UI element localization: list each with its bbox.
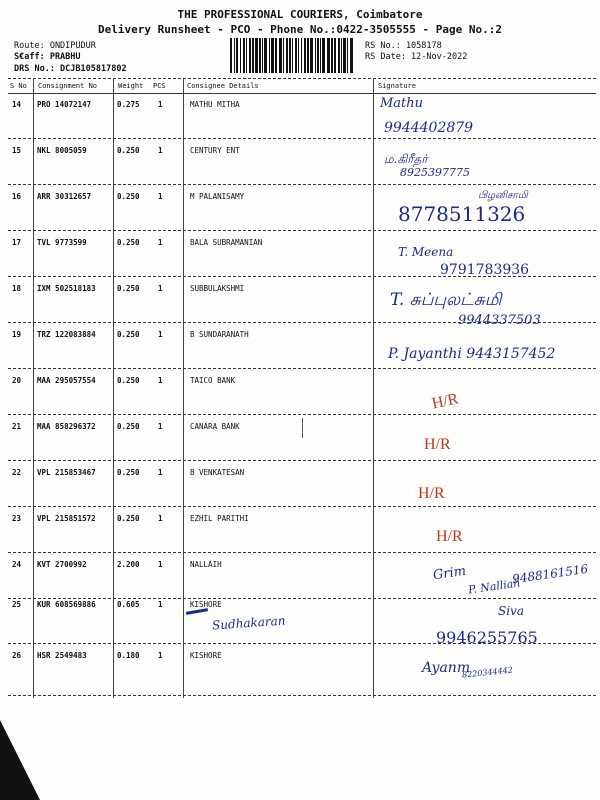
signature-16-name: பிழனிசாமி (478, 190, 528, 201)
row-pcs: 1 (158, 192, 163, 201)
row-weight: 0.250 (117, 284, 140, 293)
row-pcs: 1 (158, 146, 163, 155)
row-pcs: 1 (158, 560, 163, 569)
barcode-bar (289, 38, 291, 73)
signature-25-name: Sudhakaran (211, 613, 286, 633)
row-separator (8, 460, 596, 461)
barcode (230, 38, 355, 73)
row-separator (8, 184, 596, 185)
rs-date: RS Date: 12-Nov-2022 (365, 52, 468, 62)
row-weight: 0.250 (117, 514, 140, 523)
row-weight: 0.250 (117, 238, 140, 247)
row-sno: 20 (12, 376, 22, 385)
barcode-bar (279, 38, 282, 73)
row-consignee: NALLAIH (190, 560, 222, 569)
rs-number: RS No.: 1058178 (365, 41, 442, 51)
barcode-bar (317, 38, 319, 73)
row-consignment-no: VPL 215851572 (37, 514, 96, 523)
row-consignee: CENTURY ENT (190, 146, 240, 155)
row-pcs: 1 (158, 468, 163, 477)
runsheet-subtitle: Delivery Runsheet - PCO - Phone No.:0422-3505555 - Page No.:2 (98, 23, 502, 36)
signature-17-name: T. Meena (398, 245, 454, 259)
col-consignment: Consignment No (38, 82, 98, 90)
pen-mark (302, 418, 303, 438)
row-weight: 0.605 (117, 600, 140, 609)
row-separator (8, 552, 596, 553)
signature-23-hr: H/R (436, 528, 463, 545)
row-consignee: SUBBULAKSHMI (190, 284, 245, 293)
row-weight: 2.200 (117, 560, 140, 569)
barcode-bar (295, 38, 297, 73)
barcode-bar (350, 38, 353, 73)
signature-22-hr: H/R (418, 485, 445, 502)
barcode-bar (249, 38, 251, 73)
signature-16-phone: 8778511326 (398, 202, 526, 226)
row-separator (8, 138, 596, 139)
col-pcs: PCS (153, 82, 166, 90)
row-consignment-no: HSR 2549483 (37, 651, 87, 660)
row-weight: 0.250 (117, 146, 140, 155)
signature-19: P. Jayanthi 9443157452 (388, 346, 556, 362)
row-weight: 0.250 (117, 330, 140, 339)
signature-24-mark: Grim (432, 563, 467, 584)
divider (113, 78, 114, 698)
row-sno: 21 (12, 422, 22, 431)
row-sno: 18 (12, 284, 22, 293)
row-sno: 16 (12, 192, 22, 201)
row-pcs: 1 (158, 422, 163, 431)
barcode-bar (320, 38, 321, 73)
row-sno: 22 (12, 468, 22, 477)
row-separator (8, 695, 596, 696)
barcode-bar (292, 38, 293, 73)
barcode-bar (307, 38, 309, 73)
barcode-bar (236, 38, 238, 73)
row-pcs: 1 (158, 651, 163, 660)
barcode-bar (230, 38, 232, 73)
signature-25-mark: Siva (498, 604, 524, 618)
signature-20-hr: H/R (430, 390, 461, 413)
row-sno: 15 (12, 146, 22, 155)
row-weight: 0.250 (117, 192, 140, 201)
barcode-bar (252, 38, 254, 73)
col-sno: S No (10, 82, 27, 90)
row-consignee: KISHORE (190, 600, 222, 609)
strike-mark (186, 608, 208, 615)
row-sno: 24 (12, 560, 22, 569)
barcode-bar (262, 38, 263, 73)
barcode-bar (331, 38, 333, 73)
row-consignment-no: NKL 8005059 (37, 146, 87, 155)
row-pcs: 1 (158, 100, 163, 109)
row-sno: 26 (12, 651, 22, 660)
row-consignment-no: MAA 858296372 (37, 422, 96, 431)
row-consignee: B VENKATESAN (190, 468, 245, 477)
barcode-bar (343, 38, 346, 73)
row-sno: 17 (12, 238, 22, 247)
barcode-bar (271, 38, 274, 73)
row-separator (8, 598, 596, 599)
row-separator (8, 414, 596, 415)
row-consignee: M PALANISAMY (190, 192, 245, 201)
barcode-bar (264, 38, 267, 73)
signature-21-hr: H/R (424, 436, 451, 453)
drs-number: DRS No.: DCJB105817802 (14, 64, 127, 74)
barcode-bar (310, 38, 313, 73)
row-consignee: CANARA BANK (190, 422, 240, 431)
barcode-bar (269, 38, 270, 73)
divider (373, 78, 374, 698)
signature-26-phone: 8220344442 (461, 665, 514, 680)
row-consignment-no: PRO 14072147 (37, 100, 92, 109)
row-weight: 0.275 (117, 100, 140, 109)
header-bottom-line (8, 93, 596, 94)
col-weight: Weight (118, 82, 144, 90)
barcode-bar (347, 38, 348, 73)
barcode-bar (327, 38, 330, 73)
row-consignment-no: KVT 2700992 (37, 560, 87, 569)
row-consignment-no: TRZ 122083884 (37, 330, 96, 339)
row-sno: 19 (12, 330, 22, 339)
row-pcs: 1 (158, 600, 163, 609)
row-sno: 23 (12, 514, 22, 523)
divider (33, 78, 34, 698)
col-signature: Signature (378, 82, 416, 90)
scan-corner-shadow (0, 720, 40, 800)
barcode-bar (338, 38, 340, 73)
row-separator (8, 230, 596, 231)
signature-15-name: ம.கிரீதர் (384, 152, 428, 166)
barcode-bar (255, 38, 258, 73)
barcode-bar (275, 38, 277, 73)
barcode-bar (283, 38, 284, 73)
row-consignee: KISHORE (190, 651, 222, 660)
row-weight: 0.250 (117, 376, 140, 385)
signature-18-name: T. சுப்புலட்சுமி (390, 290, 502, 310)
barcode-bar (259, 38, 261, 73)
row-sno: 14 (12, 100, 22, 109)
barcode-bar (234, 38, 235, 73)
barcode-bar (334, 38, 336, 73)
signature-17-phone: 9791783936 (440, 262, 530, 278)
col-consignee: Consignee Details (187, 82, 259, 90)
signature-26-name: Ayanm (422, 660, 471, 676)
row-consignment-no: IXM 502518183 (37, 284, 96, 293)
row-consignee: EZHIL PARITHI (190, 514, 249, 523)
signature-14-phone: 9944402879 (384, 120, 474, 136)
barcode-bar (240, 38, 241, 73)
signature-25-phone: 9946255765 (436, 628, 538, 647)
row-separator (8, 368, 596, 369)
row-pcs: 1 (158, 376, 163, 385)
signature-24-name: P. Nalliah (467, 576, 522, 597)
signature-15-phone: 8925397775 (400, 166, 470, 179)
barcode-bar (301, 38, 302, 73)
row-sno: 25 (12, 600, 22, 609)
row-consignee: TAICO BANK (190, 376, 236, 385)
runsheet-title: THE PROFESSIONAL COURIERS, Coimbatore (177, 8, 423, 21)
row-weight: 0.250 (117, 468, 140, 477)
barcode-bar (298, 38, 299, 73)
row-consignee: MATHU MITHA (190, 100, 240, 109)
row-consignment-no: ARR 30312657 (37, 192, 92, 201)
barcode-bar (304, 38, 306, 73)
barcode-bar (243, 38, 245, 73)
staff-label: S€aff: PRABHU (14, 52, 81, 62)
barcode-bar (246, 38, 247, 73)
row-consignment-no: TVL 9773599 (37, 238, 87, 247)
row-pcs: 1 (158, 514, 163, 523)
row-pcs: 1 (158, 330, 163, 339)
row-consignment-no: VPL 215853467 (37, 468, 96, 477)
header-top-line (8, 78, 596, 79)
signature-14-name: Mathu (380, 96, 424, 111)
barcode-bar (315, 38, 316, 73)
divider (183, 78, 184, 698)
route-label: Route: ONDIPUDUR (14, 41, 96, 51)
barcode-bar (286, 38, 288, 73)
row-pcs: 1 (158, 284, 163, 293)
row-pcs: 1 (158, 238, 163, 247)
row-weight: 0.250 (117, 422, 140, 431)
row-consignment-no: KUR 608569886 (37, 600, 96, 609)
row-consignment-no: MAA 295057554 (37, 376, 96, 385)
signature-18-phone: 9944337503 (458, 313, 541, 328)
row-weight: 0.180 (117, 651, 140, 660)
row-consignee: B SUNDARANATH (190, 330, 249, 339)
signature-24-phone: 9488161516 (511, 561, 589, 587)
row-consignee: BALA SUBRAMANIAN (190, 238, 263, 247)
barcode-bar (341, 38, 342, 73)
row-separator (8, 506, 596, 507)
barcode-bar (322, 38, 325, 73)
